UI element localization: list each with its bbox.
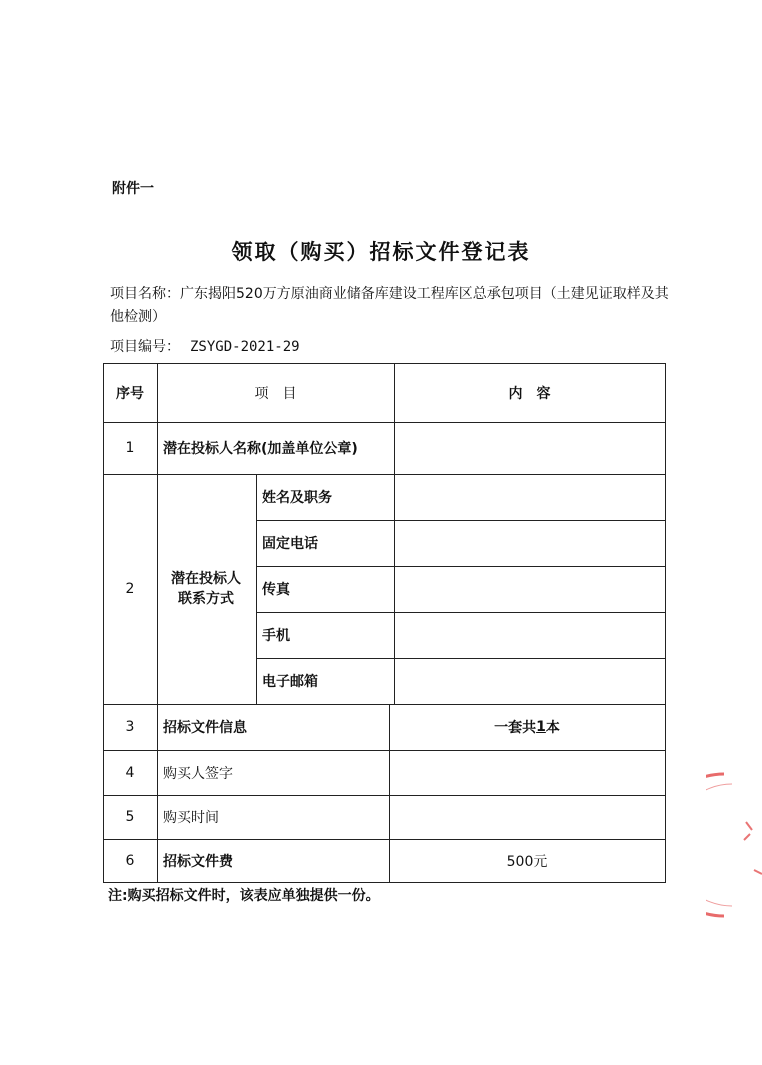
row4-seq: 4 — [125, 764, 135, 781]
row2-sub-label: 传真 — [262, 582, 290, 598]
row6-item: 招标文件费 — [163, 853, 233, 870]
header-item: 项 目 — [254, 385, 297, 402]
project-name-value: 广东揭阳520万方原油商业储备库建设工程库区总承包项目（土建见证取样及其他检测） — [110, 286, 669, 325]
row2-sub-content[interactable] — [394, 474, 665, 520]
row6-content: 500元 — [506, 853, 548, 870]
project-number-value: ZSYGD-2021-29 — [190, 339, 300, 355]
row2-sub-content[interactable] — [394, 520, 665, 566]
row4-item: 购买人签字 — [163, 765, 233, 782]
row2-seq: 2 — [125, 581, 135, 597]
row5-seq: 5 — [125, 809, 135, 825]
row3-content — [389, 704, 665, 750]
row5-content[interactable] — [389, 795, 665, 839]
row1-item: 潜在投标人名称(加盖单位公章) — [163, 441, 358, 457]
project-name-label: 项目名称： — [110, 286, 180, 302]
attachment-label: 附件一 — [112, 181, 154, 197]
row2-sub-label: 手机 — [262, 628, 290, 644]
row2-sub-content[interactable] — [394, 566, 665, 612]
page-title: 领取（购买）招标文件登记表 — [231, 240, 531, 264]
header-seq: 序号 — [116, 385, 144, 402]
row4-content[interactable] — [389, 750, 665, 795]
footnote: 注:购买招标文件时，该表应单独提供一份。 — [108, 888, 380, 904]
row5-item: 购买时间 — [163, 810, 219, 826]
row1-content[interactable] — [394, 422, 665, 474]
header-content: 内 容 — [508, 385, 551, 402]
copies-count: 1 — [536, 719, 546, 735]
row2-item: 潜在投标人联系方式 — [171, 571, 241, 607]
row3-item: 招标文件信息 — [163, 720, 247, 736]
row6-seq: 6 — [125, 852, 135, 869]
row2-sub-label: 姓名及职务 — [262, 490, 332, 506]
project-number-label: 项目编号： — [110, 339, 180, 355]
company-seal — [706, 770, 762, 920]
copies-suffix: 本 — [545, 720, 560, 736]
row2-sub-label: 固定电话 — [262, 536, 318, 552]
row3-seq: 3 — [125, 719, 135, 735]
row2-sub-content[interactable] — [394, 612, 665, 658]
row2-sub-content[interactable] — [394, 658, 665, 704]
row1-seq: 1 — [125, 440, 135, 456]
copies-prefix: 一套共 — [494, 720, 537, 736]
row2-sub-label: 电子邮箱 — [262, 674, 318, 690]
